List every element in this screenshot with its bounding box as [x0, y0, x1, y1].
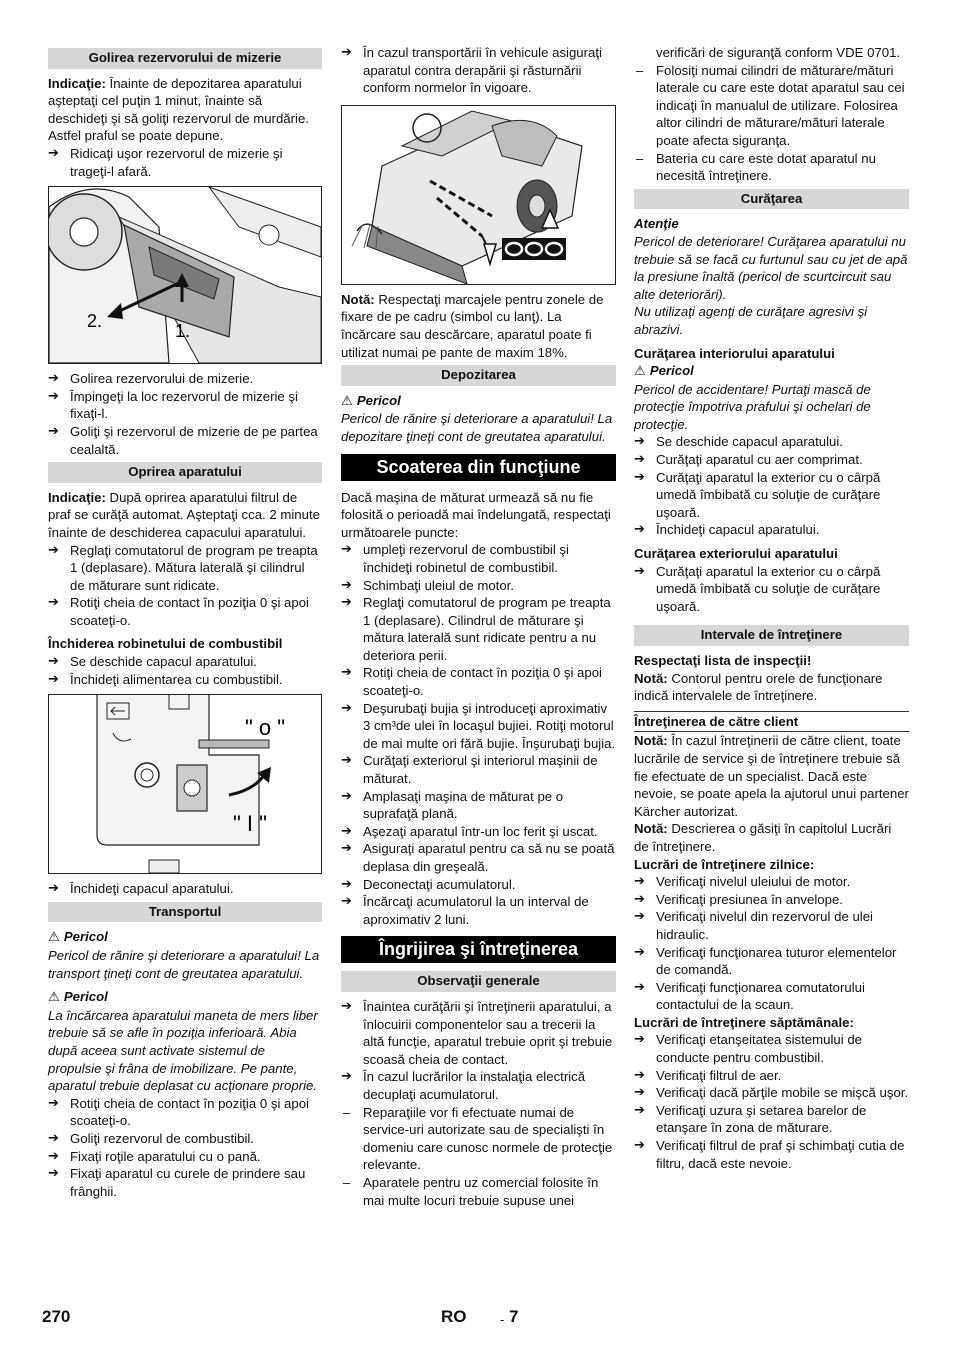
warning-icon: ⚠	[48, 930, 60, 946]
step: ➔ Se deschide capacul aparatului.	[48, 653, 322, 671]
subheading-client: Întreţinerea de către client	[634, 711, 909, 733]
section-header-oprirea: Oprirea aparatului	[48, 462, 322, 483]
warning-icon: ⚠	[634, 364, 646, 380]
column-2	[341, 44, 616, 1209]
nota-2: Notă: În cazul întreţinerii de către client, toate lucrările de service şi de întreţinere trebuie să fie efectuate de un specialist. Dacă este nevoie, se poate apela la ajutorul unui partener Kärcher autorizat.	[634, 733, 909, 819]
chapter-heading-scoaterea: Scoaterea din funcţiune	[341, 454, 616, 481]
warning-icon: ⚠	[341, 393, 353, 409]
indicatie-2: Indicaţie: După oprirea aparatului filtrul de praf se curăţă automat. Aşteptaţi cca. 2 minute înainte de deschiderea capacului aparatului.	[48, 489, 320, 540]
page-number: 270	[42, 1307, 71, 1326]
step: ➔ Deşurubaţi bujia şi introduceţi aproximativ 3 cm³de ulei în locaşul bujiei. Rotiţi motorul de mai multe ori fără bujie. Înşurubaţi bujia.	[341, 700, 616, 753]
dash-item: – Folosiţi numai cilindri de măturare/mături laterale cu care este dotat aparatul sau cei indicaţi în manualul de utilizare. Folosirea altor cilindri de măturare/mături laterale poate afecta siguranţa.	[634, 62, 909, 150]
step: ➔ Verificaţi uzura şi setarea barelor de etanşare în zona de măturare.	[634, 1102, 909, 1137]
step: ➔ Se deschide capacul aparatului.	[634, 433, 909, 451]
figure-dirt-container	[48, 186, 322, 364]
step: ➔ Curăţaţi aparatul la exterior cu o cârpă umedă îmbibată cu soluţie de curăţare uşoară.	[634, 469, 909, 522]
step: ➔ În cazul transportării în vehicule asiguraţi aparatul contra derapării şi răsturnării conform normelor în vigoare.	[341, 44, 616, 97]
dash-item: – Bateria cu care este dotat aparatul nu necesită întreţinere.	[634, 150, 909, 185]
step: ➔ umpleţi rezervorul de combustibil şi închideţi robinetul de combustibil.	[341, 541, 616, 576]
step: ➔ Rotiţi cheia de contact în poziţia 0 şi apoi scoateţi-o.	[48, 594, 322, 629]
step: ➔ Aşezaţi aparatul într-un loc ferit şi uscat.	[341, 823, 616, 841]
step: ➔ Verificaţi filtrul de aer.	[634, 1067, 909, 1085]
figure-sweeper-tiedown	[341, 105, 616, 285]
step: ➔ Verificaţi filtrul de praf şi schimbaţi cutia de filtru, dacă este nevoie.	[634, 1137, 909, 1172]
fig2-label-o: " o "	[245, 715, 286, 741]
step: ➔ Verificaţi nivelul uleiului de motor.	[634, 873, 909, 891]
caution-title: Atenţie	[634, 216, 679, 232]
nota-3: Notă: Descrierea o găsiţi în capitolul Lucrări de întreţinere.	[634, 821, 892, 854]
warning-title: ⚠ Pericol	[48, 989, 108, 1006]
step: ➔ Rotiţi cheia de contact în poziţia 0 şi apoi scoateţi-o.	[341, 664, 616, 699]
step: ➔ Reglaţi comutatorul de program pe treapta 1 (deplasare). Cilindrul de măturare şi mătura laterală sunt ridicate pentru a nu deteriora perii.	[341, 594, 616, 664]
step: ➔ Închideţi capacul aparatului.	[634, 521, 909, 539]
step: ➔ Asiguraţi aparatul pentru ca să nu se poată deplasa din greşeală.	[341, 840, 616, 875]
step: ➔ Verificaţi nivelul din rezervorul de ulei hidraulic.	[634, 908, 909, 943]
step: ➔ Fixaţi aparatul cu curele de prindere sau frânghii.	[48, 1165, 322, 1200]
continued-text: verificări de siguranţă conform VDE 0701.	[656, 45, 901, 60]
subheading-inchiderea: Închiderea robinetului de combustibil	[48, 636, 283, 652]
step: ➔ Verificaţi etanşeitatea sistemului de conducte pentru combustibil.	[634, 1031, 909, 1066]
step: ➔ Verificaţi presiunea în anvelope.	[634, 891, 909, 909]
step: ➔ Deconectaţi acumulatorul.	[341, 876, 616, 894]
section-header-intervale: Intervale de întreţinere	[634, 625, 909, 646]
step: ➔ Verificaţi funcţionarea comutatorului contactului de la scaun.	[634, 979, 909, 1014]
dash-item: – Aparatele pentru uz comercial folosite în mai multe locuri trebuie supuse unei	[341, 1174, 616, 1209]
footer-separator: -	[500, 1312, 505, 1327]
fig1-step-1: 1.	[175, 321, 191, 342]
step: ➔ Împingeţi la loc rezervorul de mizerie şi fixaţi-l.	[48, 388, 322, 423]
section-header-depozitarea: Depozitarea	[341, 365, 616, 386]
figure-fuel-valve	[48, 694, 322, 874]
step: ➔ Goliţi rezervorul de combustibil.	[48, 1130, 322, 1148]
step: ➔ Schimbaţi uleiul de motor.	[341, 577, 616, 595]
subheading-exterior: Curăţarea exteriorului aparatului	[634, 546, 838, 562]
step: ➔ Fixaţi roţile aparatului cu o pană.	[48, 1148, 322, 1166]
step: ➔ Încărcaţi acumulatorul la un interval de aproximativ 2 luni.	[341, 893, 616, 928]
step: ➔ Golirea rezervorului de mizerie.	[48, 370, 322, 388]
fig2-label-i: " I "	[233, 811, 267, 837]
section-header-golirea: Golirea rezervorului de mizerie	[48, 48, 322, 69]
step: ➔ Goliţi şi rezervorul de mizerie de pe partea cealaltă.	[48, 423, 322, 458]
step: ➔ Închideţi capacul aparatului.	[48, 880, 322, 898]
subheading-saptamanale: Lucrări de întreţinere săptămânale:	[634, 1014, 854, 1030]
step: ➔ Înaintea curăţării şi întreţinerii aparatului, a înlocuirii componentelor sau a trecerii la altă funcţie, aparatul trebuie oprit şi trebuie scoasă cheia de contact.	[341, 998, 616, 1068]
warning-title: ⚠ Pericol	[634, 363, 694, 380]
language-code: RO	[441, 1307, 467, 1326]
subheading-interior: Curăţarea interiorului aparatului	[634, 345, 835, 361]
warning-text: Pericol de rănire şi deteriorare a aparatului! La depozitare ţineţi cont de greutatea aparatului.	[341, 411, 613, 444]
nota-1: Notă: Respectaţi marcajele pentru zonele de fixare de pe cadru (simbol cu lanţ). La încărcare sau descărcare, aparatul poate fi utilizat numai pe pante de maxim 18%.	[341, 291, 604, 360]
nota-1: Notă: Contorul pentru orele de funcţionare indică intervalele de întreţinere.	[634, 670, 883, 704]
warning-title: ⚠ Pericol	[48, 929, 108, 946]
step: ➔ În cazul lucrărilor la instalaţia electrică decuplaţi acumulatorul.	[341, 1068, 616, 1103]
step: ➔ Amplasaţi maşina de măturat pe o suprafaţă plană.	[341, 788, 616, 823]
column-1	[48, 44, 322, 1200]
warning-text: Pericol de rănire şi deteriorare a aparatului! La transport ţineţi cont de greutatea aparatului.	[48, 948, 320, 981]
warning-text: Pericol de accidentare! Purtaţi mască de protecţie împotriva prafului şi ochelari de protecţie.	[634, 381, 871, 432]
section-header-observatii: Observaţii generale	[341, 971, 616, 992]
step: ➔ Curăţaţi exteriorul şi interiorul maşinii de măturat.	[341, 752, 616, 787]
step: ➔ Curăţaţi aparatul la exterior cu o cârpă umedă îmbibată cu soluţie de curăţare uşoară.	[634, 563, 909, 616]
step: ➔ Verificaţi dacă părţile mobile se mişcă uşor.	[634, 1084, 909, 1102]
caution-text: Pericol de deteriorare! Curăţarea aparatului nu trebuie să se facă cu furtunul sau cu jet de apă la presiune înaltă (pericol de scurtcircuit sau alte deteriorări).	[634, 233, 908, 302]
section-header-curatarea: Curăţarea	[634, 189, 909, 210]
warning-text: La încărcarea aparatului maneta de mers liber trebuie să se afle în poziţia inferioară. Abia după aceea sunt activate sistemul de propulsie şi frâna de imobilizare. Pe pante, aparatul trebuie deplasat cu acţionare proprie.	[48, 1007, 318, 1094]
step: ➔ Reglaţi comutatorul de program pe treapta 1 (deplasare). Mătura laterală şi cilindrul de măturare sunt ridicate.	[48, 542, 322, 595]
caution-text: Nu utilizaţi agenţi de curăţare agresivi şi abrazivi.	[634, 304, 868, 337]
step: ➔ Rotiţi cheia de contact în poziţia 0 şi apoi scoateţi-o.	[48, 1095, 322, 1130]
inspection-note: Respectaţi lista de inspecţii!	[634, 653, 812, 668]
fig1-step-2: 2.	[87, 311, 103, 332]
step: ➔ Verificaţi funcţionarea tuturor elementelor de comandă.	[634, 944, 909, 979]
step: ➔ Închideţi alimentarea cu combustibil.	[48, 671, 322, 689]
sub-page-number: 7	[509, 1307, 519, 1326]
warning-title: ⚠ Pericol	[341, 392, 401, 409]
subheading-zilnice: Lucrări de întreţinere zilnice:	[634, 856, 815, 872]
dash-item: – Reparaţiile vor fi efectuate numai de service-uri autorizate sau de specialişti în domeniu care cunosc normele de protecţie relevante.	[341, 1104, 616, 1174]
column-3	[634, 44, 909, 1172]
step: ➔ Ridicaţi uşor rezervorul de mizerie şi trageţi-l afară.	[48, 145, 322, 180]
step: ➔ Curăţaţi aparatul cu aer comprimat.	[634, 451, 909, 469]
intro-text: Dacă maşina de măturat urmează să nu fie folosită o perioadă mai îndelungată, respectaţi următoarele puncte:	[341, 489, 611, 540]
indicatie-1: Indicaţie: Înainte de depozitarea aparatului aşteptaţi cel puţin 1 minut, înainte să deschideţi şi să goliţi rezervorul de murdărie. Astfel praful se poate depune.	[48, 75, 309, 144]
chapter-heading-ingrijirea: Îngrijirea şi întreţinerea	[341, 936, 616, 963]
section-header-transport: Transportul	[48, 902, 322, 923]
warning-icon: ⚠	[48, 990, 60, 1006]
